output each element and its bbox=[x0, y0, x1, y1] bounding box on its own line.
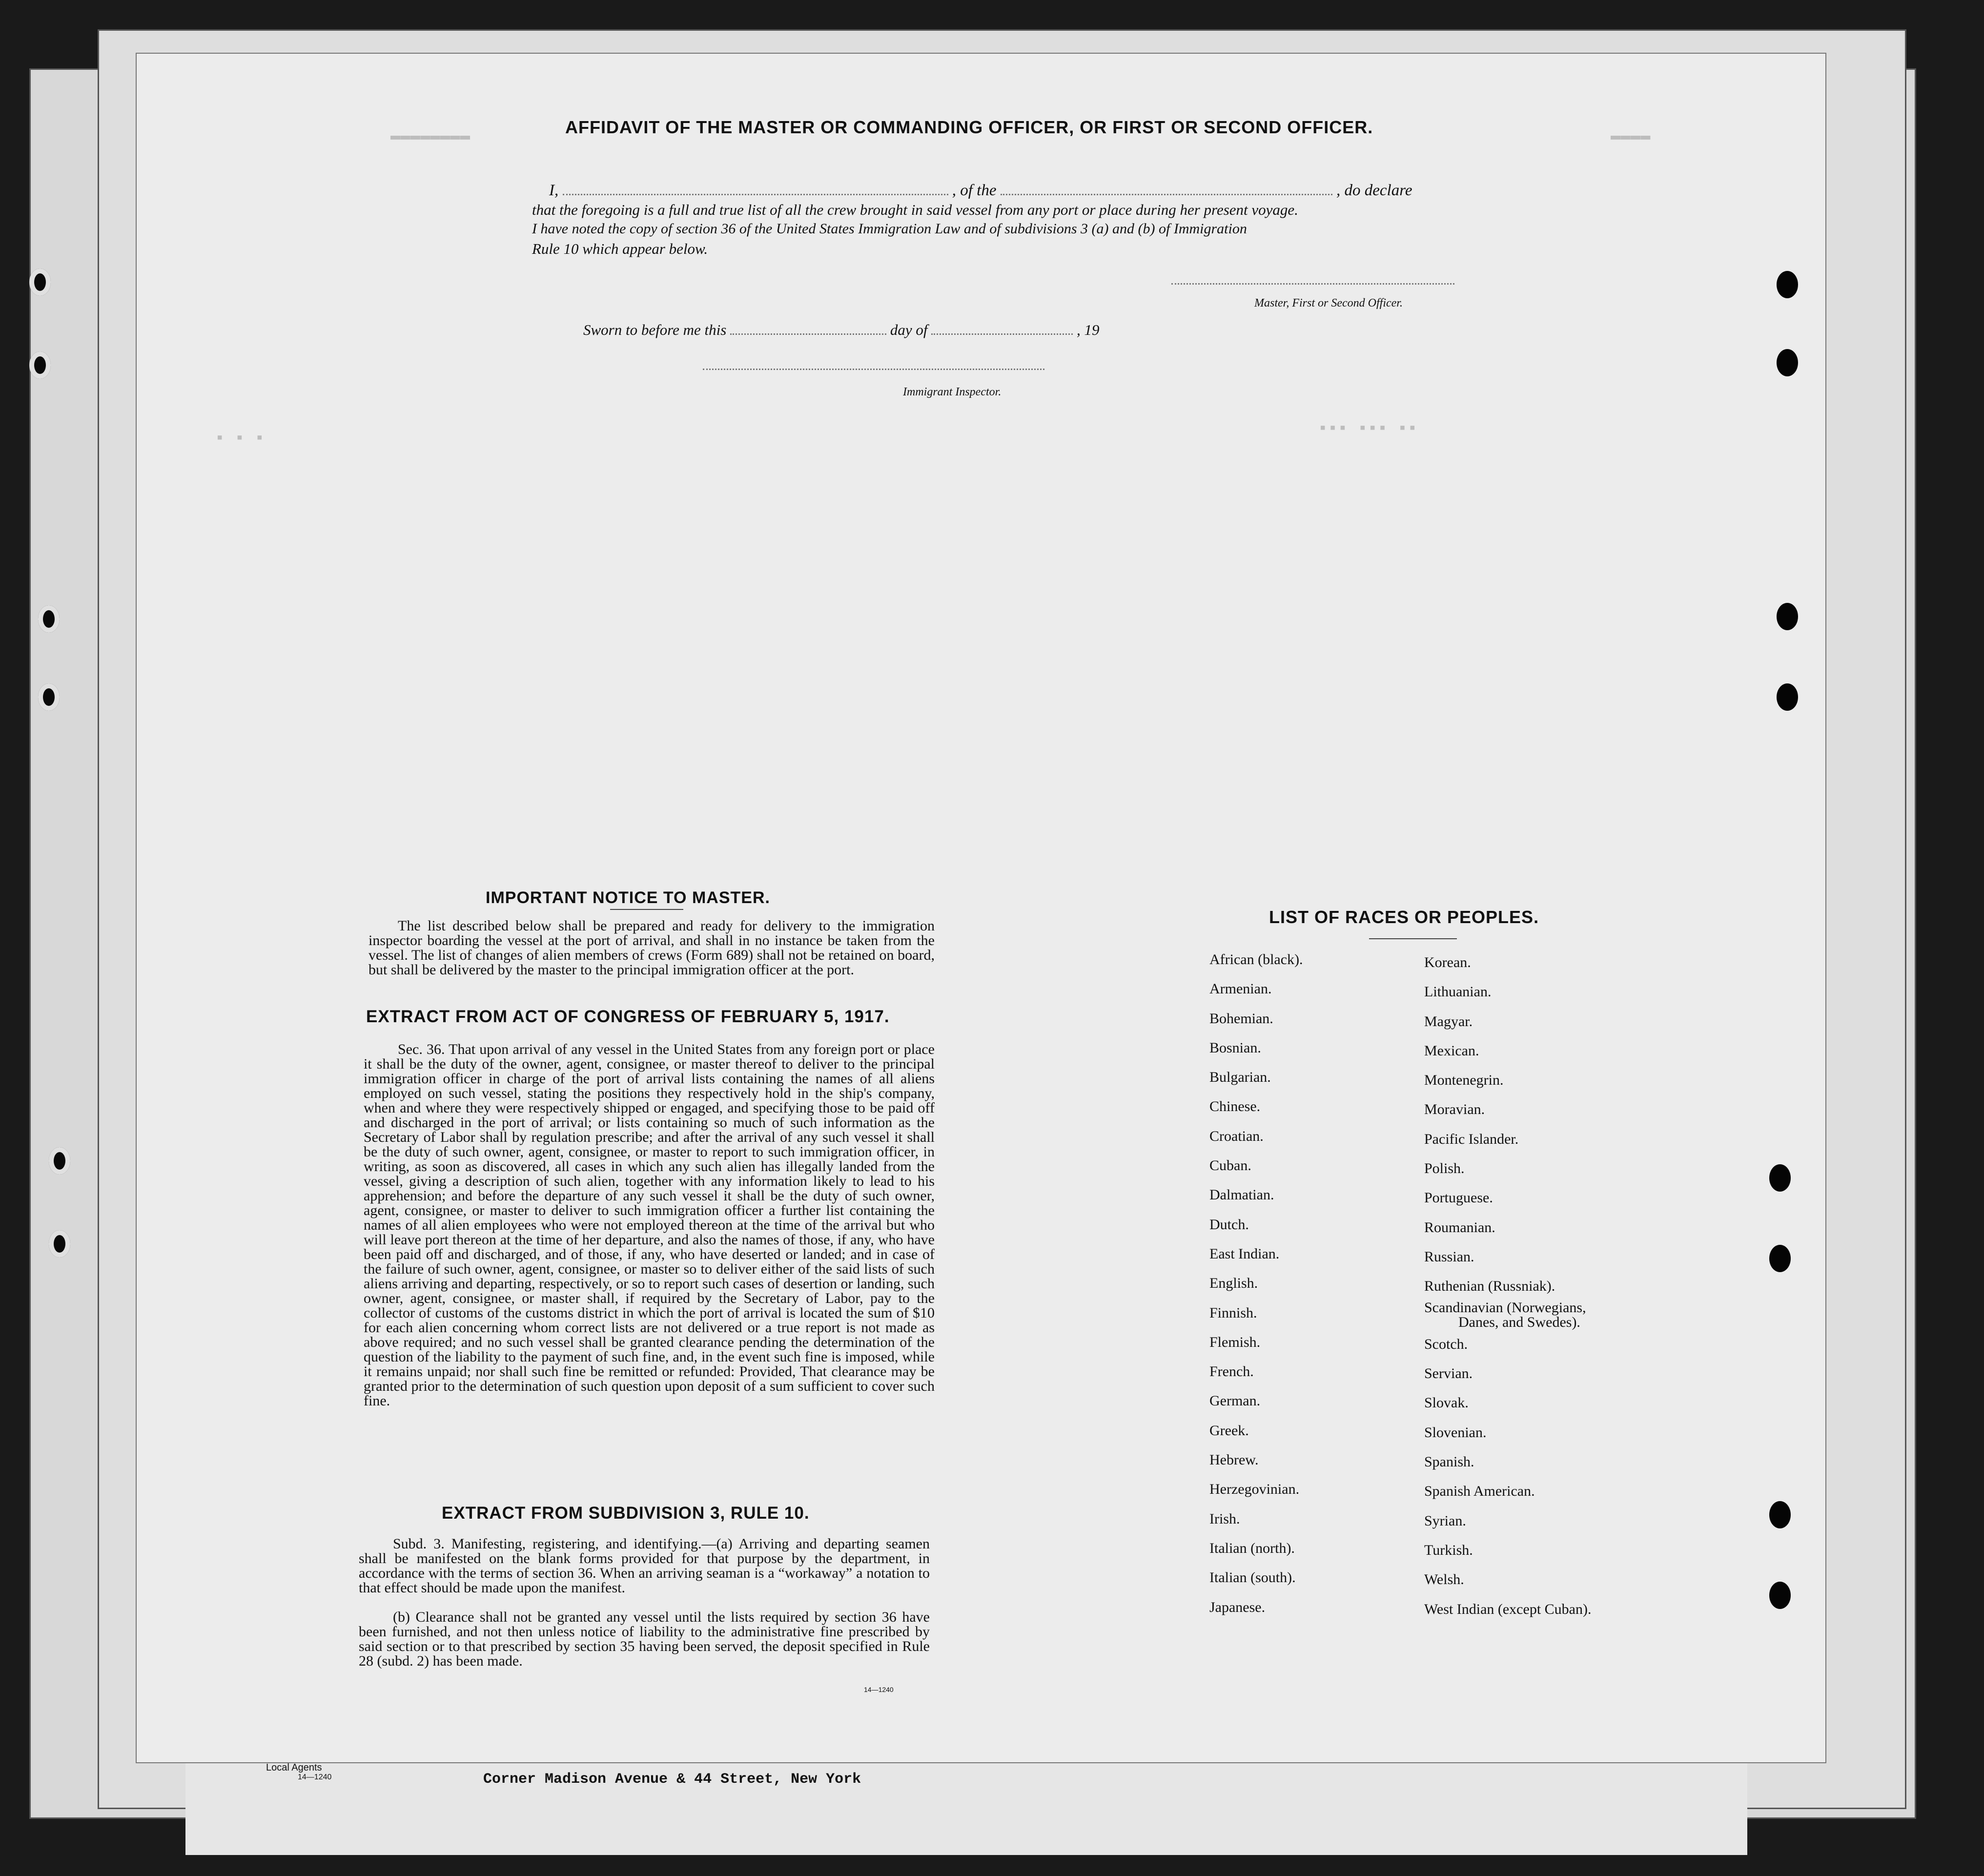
vessel-name-field[interactable] bbox=[1001, 194, 1332, 195]
bleed-through-mark: ▪ ▪ ▪ bbox=[215, 430, 265, 448]
affidavit-line-2: that the foregoing is a full and true list of all the crew brought in said vessel from any port or place during her present voyage. bbox=[532, 201, 1298, 218]
affidavit-line-1 bbox=[549, 182, 1412, 200]
bleed-through-mark: ▬▬▬▬▬▬▬▬ bbox=[390, 127, 470, 145]
local-agents-label: Local Agents bbox=[266, 1762, 322, 1773]
year-label: , 19 bbox=[1076, 321, 1100, 338]
affidavit-line-4: Rule 10 which appear below. bbox=[532, 240, 708, 257]
punch-hole bbox=[29, 351, 51, 379]
punch-hole bbox=[1769, 1245, 1791, 1272]
race-item: Herzegovinian. bbox=[1209, 1481, 1300, 1498]
race-item: Mexican. bbox=[1424, 1042, 1479, 1059]
race-item: Flemish. bbox=[1209, 1334, 1261, 1350]
races-title: LIST OF RACES OR PEOPLES. bbox=[1269, 907, 1539, 927]
notice-title: IMPORTANT NOTICE TO MASTER. bbox=[486, 888, 770, 907]
notice-title-rule bbox=[610, 909, 683, 910]
race-item: Moravian. bbox=[1424, 1101, 1485, 1118]
punch-hole bbox=[29, 268, 51, 296]
race-item: Roumanian. bbox=[1424, 1219, 1495, 1236]
form-number: 14—1240 bbox=[864, 1686, 894, 1693]
inspector-signature-line[interactable] bbox=[703, 369, 1044, 370]
punch-hole bbox=[1769, 1582, 1791, 1609]
race-item: Portuguese. bbox=[1424, 1190, 1493, 1206]
races-left-column bbox=[1209, 945, 1303, 1622]
race-item: Korean. bbox=[1424, 954, 1471, 970]
race-item: Ruthenian (Russniak). bbox=[1424, 1278, 1555, 1295]
sworn-label: Sworn to before me this bbox=[583, 321, 727, 338]
of-the-label: , of the bbox=[952, 182, 997, 199]
race-item-scandinavian-cont: Danes, and Swedes). bbox=[1458, 1314, 1580, 1330]
sworn-month-field[interactable] bbox=[931, 333, 1073, 335]
sworn-day-field[interactable] bbox=[730, 333, 886, 335]
bleed-through-mark: ▪▪▪ ▪▪▪ ▪▪ bbox=[1318, 420, 1418, 438]
race-item: Irish. bbox=[1209, 1510, 1240, 1527]
race-item: Italian (south). bbox=[1209, 1569, 1296, 1586]
race-item: Hebrew. bbox=[1209, 1452, 1259, 1468]
race-item: Greek. bbox=[1209, 1422, 1249, 1439]
master-name-field[interactable] bbox=[563, 194, 948, 195]
rule-para-b: (b) Clearance shall not be granted any vessel until the lists required by section 36 have been furnished, and not then unless notice of liability to the administrative fine prescribed by said section or to that prescribed by section 35 having been served, the deposit specified in Rule 28 (subd. 2) has been made. bbox=[359, 1609, 930, 1669]
inspector-label: Immigrant Inspector. bbox=[903, 386, 1002, 398]
race-item: Magyar. bbox=[1424, 1013, 1473, 1030]
act-extract-body: Sec. 36. That upon arrival of any vessel in the United States from any foreign port or place it shall be the duty of the owner, agent, consignee, or master thereof to deliver to the principal immigration officer in charge of the port of arrival lists containing the names of all aliens employed on such vessel, stating the positions they respectively hold in the ship's company, when and where they were respectively shipped or engaged, and specifying those to be paid off and discharged in the port of arrival; or lists containing so much of such information as the Secretary of Labor shall by regulation prescribe; and after the arrival of any such vessel it shall be the duty of such owner, agent, consignee, or master to report to such immigration officer, in writing, as soon as discovered, all cases in which any such alien has illegally landed from the vessel, giving a description of such alien, together with any information likely to lead to his apprehension; and before the departure of any such vessel it shall be the duty of such owner, agent, consignee, or master to deliver to such immigration officer a further list containing the names of all alien employees who were not employed thereon at the time of the arrival but who will leave port thereon at the time of her departure, and also the names of those, if any, who have been paid off and discharged, and of those, if any, who have deserted or landed; and in case of the failure of such owner, agent, consignee, or master so to deliver either of the said lists of such aliens arriving and departing, respectively, or so to report such cases of desertion or landing, such owner, agent, consignee, or master shall, if required by the Secretary of Labor, pay to the collector of customs of the customs district in which the port of arrival is located the sum of $10 for each alien concerning whom correct lists are not delivered or a true report is not made as above required; and no such vessel shall be granted clearance pending the determination of the question of the liability to the payment of such fine, and, in the event such fine is imposed, while it remains unpaid; nor shall such fine be remitted or refunded: Provided, That clearance may be granted prior to the determination of such question upon deposit of a sum sufficient to cover such fine. bbox=[364, 1041, 935, 1409]
race-item: Turkish. bbox=[1424, 1542, 1473, 1558]
rule-para-a: Subd. 3. Manifesting, registering, and identifying.—(a) Arriving and departing seamen shall be manifested on the blank forms provided for that purpose by the department, in accordance with the terms of section 36. When an arriving seaman is a “workaway” a notation to that effect should be made upon the manifest. bbox=[359, 1536, 930, 1596]
race-item: Chinese. bbox=[1209, 1098, 1261, 1115]
race-item: Spanish. bbox=[1424, 1454, 1474, 1470]
race-item: Cuban. bbox=[1209, 1157, 1251, 1174]
races-right-column bbox=[1424, 948, 1591, 1624]
race-item: German. bbox=[1209, 1393, 1261, 1409]
punch-hole bbox=[1777, 271, 1798, 298]
race-item: Dalmatian. bbox=[1209, 1187, 1274, 1203]
races-title-rule bbox=[1369, 938, 1457, 939]
signature-line[interactable] bbox=[1171, 283, 1454, 285]
race-item: English. bbox=[1209, 1275, 1258, 1292]
do-declare-label: , do declare bbox=[1336, 182, 1412, 199]
signature-label: Master, First or Second Officer. bbox=[1254, 297, 1403, 309]
race-item: Dutch. bbox=[1209, 1216, 1249, 1233]
race-item: Japanese. bbox=[1209, 1599, 1266, 1615]
race-item bbox=[1424, 1300, 1591, 1330]
race-item: Finnish. bbox=[1209, 1304, 1257, 1321]
punch-hole bbox=[1777, 683, 1798, 711]
race-item: Scotch. bbox=[1424, 1336, 1468, 1352]
race-item: Slovak. bbox=[1424, 1395, 1469, 1411]
race-item: Bosnian. bbox=[1209, 1039, 1261, 1056]
race-item: Servian. bbox=[1424, 1365, 1473, 1382]
act-extract-title: EXTRACT FROM ACT OF CONGRESS OF FEBRUARY 5, 1917. bbox=[366, 1007, 890, 1026]
race-item: Spanish American. bbox=[1424, 1483, 1535, 1500]
race-item: Syrian. bbox=[1424, 1512, 1466, 1529]
race-item: Croatian. bbox=[1209, 1128, 1264, 1144]
race-item: Russian. bbox=[1424, 1248, 1474, 1265]
punch-hole bbox=[38, 683, 60, 711]
punch-hole bbox=[1769, 1501, 1791, 1528]
race-item: Slovenian. bbox=[1424, 1424, 1487, 1441]
punch-hole bbox=[1777, 349, 1798, 376]
punch-hole bbox=[49, 1230, 70, 1258]
i-label: I, bbox=[549, 182, 559, 199]
race-item: African (black). bbox=[1209, 951, 1303, 968]
day-of-label: day of bbox=[890, 321, 928, 338]
race-item: Italian (north). bbox=[1209, 1540, 1295, 1556]
punch-hole bbox=[1769, 1164, 1791, 1192]
race-item-scandinavian: Scandinavian (Norwegians, bbox=[1424, 1299, 1586, 1316]
bleed-through-mark: ▬▬▬▬ bbox=[1611, 127, 1651, 145]
sworn-line bbox=[583, 321, 1099, 339]
local-agents-code: 14—1240 bbox=[298, 1773, 332, 1781]
agent-address: Corner Madison Avenue & 44 Street, New York bbox=[483, 1771, 861, 1788]
rule-extract-title: EXTRACT FROM SUBDIVISION 3, RULE 10. bbox=[442, 1504, 810, 1523]
affidavit-title: AFFIDAVIT OF THE MASTER OR COMMANDING OFFICER, OR FIRST OR SECOND OFFICER. bbox=[565, 117, 1373, 137]
race-item: Welsh. bbox=[1424, 1571, 1464, 1588]
race-item: Armenian. bbox=[1209, 981, 1272, 997]
punch-hole bbox=[38, 605, 60, 633]
race-item: Pacific Islander. bbox=[1424, 1131, 1519, 1147]
race-item: French. bbox=[1209, 1363, 1254, 1380]
race-item: Montenegrin. bbox=[1424, 1072, 1504, 1089]
affidavit-line-3: I have noted the copy of section 36 of the United States Immigration Law and of subdivisions 3 (a) and (b) of Immigration bbox=[532, 221, 1247, 237]
race-item: East Indian. bbox=[1209, 1245, 1280, 1262]
race-item: Bohemian. bbox=[1209, 1010, 1273, 1027]
punch-hole bbox=[1777, 603, 1798, 630]
punch-hole bbox=[49, 1147, 70, 1175]
race-item: West Indian (except Cuban). bbox=[1424, 1601, 1592, 1617]
race-item: Lithuanian. bbox=[1424, 984, 1492, 1000]
race-item: Bulgarian. bbox=[1209, 1069, 1271, 1086]
race-item: Polish. bbox=[1424, 1160, 1465, 1177]
notice-body: The list described below shall be prepared and ready for delivery to the immigration inspector boarding the vessel at the port of arrival, and shall in no instance be taken from the vessel. The list of changes of alien members of crews (Form 689) shall not be retained on board, but shall be delivered by the master to the principal immigration officer at the port. bbox=[368, 918, 935, 978]
